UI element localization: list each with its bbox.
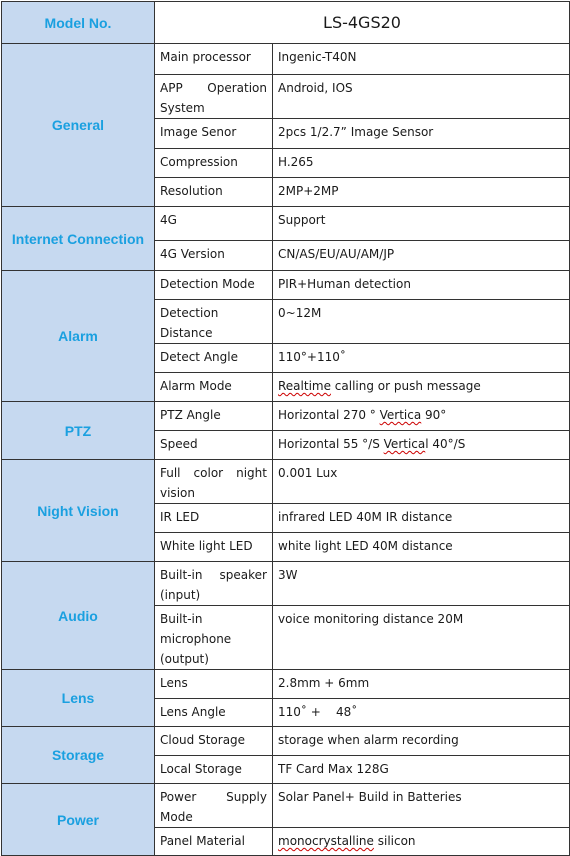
param-label: Power Supply Mode bbox=[155, 784, 273, 828]
param-label: Full color night vision bbox=[155, 460, 273, 504]
param-label: Speed bbox=[155, 431, 273, 460]
model-number: LS-4GS20 bbox=[155, 2, 570, 44]
param-label: Detection Mode bbox=[155, 271, 273, 300]
param-label: Local Storage bbox=[155, 756, 273, 784]
param-value: H.265 bbox=[273, 149, 570, 178]
category-alarm: Alarm bbox=[2, 271, 155, 402]
param-value: 0.001 Lux bbox=[273, 460, 570, 504]
category-ptz: PTZ bbox=[2, 402, 155, 460]
param-label: Detection Distance bbox=[155, 300, 273, 344]
spellcheck-mark: Vertica bbox=[379, 408, 422, 422]
spec-row bbox=[2, 402, 570, 431]
param-value: 2MP+2MP bbox=[273, 178, 570, 207]
param-value: 0~12M bbox=[273, 300, 570, 344]
param-value: Realtime calling or push message bbox=[273, 373, 570, 402]
param-label: Resolution bbox=[155, 178, 273, 207]
param-label: Lens Angle bbox=[155, 699, 273, 727]
param-label: 4G Version bbox=[155, 241, 273, 271]
spec-row bbox=[2, 784, 570, 828]
param-value: infrared LED 40M IR distance bbox=[273, 504, 570, 533]
category-power: Power bbox=[2, 784, 155, 856]
param-label: Cloud Storage bbox=[155, 727, 273, 756]
param-value: Solar Panel+ Build in Batteries bbox=[273, 784, 570, 828]
category-audio: Audio bbox=[2, 562, 155, 670]
param-label: Panel Material bbox=[155, 828, 273, 856]
param-value: monocrystalline silicon bbox=[273, 828, 570, 856]
param-label: PTZ Angle bbox=[155, 402, 273, 431]
param-label: IR LED bbox=[155, 504, 273, 533]
param-value: 110˚ + 48˚ bbox=[273, 699, 570, 727]
param-value: voice monitoring distance 20M bbox=[273, 606, 570, 670]
spellcheck-mark: Realtime bbox=[278, 379, 331, 393]
param-label: Built-in speaker (input) bbox=[155, 562, 273, 606]
param-value: Ingenic-T40N bbox=[273, 44, 570, 75]
spec-row bbox=[2, 44, 570, 75]
model-row bbox=[2, 2, 570, 44]
spec-row bbox=[2, 460, 570, 504]
param-label: Main processor bbox=[155, 44, 273, 75]
param-label: 4G bbox=[155, 207, 273, 241]
param-value: Horizontal 270 ° Vertica 90° bbox=[273, 402, 570, 431]
param-label: Image Senor bbox=[155, 119, 273, 149]
spec-row bbox=[2, 670, 570, 699]
model-label: Model No. bbox=[2, 2, 155, 44]
category-internet-connection: Internet Connection bbox=[2, 207, 155, 271]
param-label: Alarm Mode bbox=[155, 373, 273, 402]
category-general: General bbox=[2, 44, 155, 207]
spec-row bbox=[2, 562, 570, 606]
param-value: 2.8mm + 6mm bbox=[273, 670, 570, 699]
param-value: TF Card Max 128G bbox=[273, 756, 570, 784]
param-label: Built-in microphone (output) bbox=[155, 606, 273, 670]
param-value: CN/AS/EU/AU/AM/JP bbox=[273, 241, 570, 271]
category-lens: Lens bbox=[2, 670, 155, 727]
param-value: Support bbox=[273, 207, 570, 241]
param-label: Lens bbox=[155, 670, 273, 699]
param-value: PIR+Human detection bbox=[273, 271, 570, 300]
spec-row bbox=[2, 207, 570, 241]
param-label: White light LED bbox=[155, 533, 273, 562]
param-value: 2pcs 1/2.7” Image Sensor bbox=[273, 119, 570, 149]
spec-row bbox=[2, 271, 570, 300]
param-label: Compression bbox=[155, 149, 273, 178]
param-label: APP Operation System bbox=[155, 75, 273, 119]
param-value: Horizontal 55 °/S Vertical 40°/S bbox=[273, 431, 570, 460]
spec-row bbox=[2, 727, 570, 756]
param-value: 110°+110˚ bbox=[273, 344, 570, 373]
param-value: Android, IOS bbox=[273, 75, 570, 119]
category-storage: Storage bbox=[2, 727, 155, 784]
param-value: 3W bbox=[273, 562, 570, 606]
spellcheck-mark: Vertica bbox=[383, 437, 426, 451]
spec-table bbox=[1, 1, 570, 856]
param-value: storage when alarm recording bbox=[273, 727, 570, 756]
param-label: Detect Angle bbox=[155, 344, 273, 373]
spec-body bbox=[2, 2, 570, 856]
category-night-vision: Night Vision bbox=[2, 460, 155, 562]
param-value: white light LED 40M distance bbox=[273, 533, 570, 562]
spellcheck-mark: monocrystalline bbox=[278, 834, 374, 848]
